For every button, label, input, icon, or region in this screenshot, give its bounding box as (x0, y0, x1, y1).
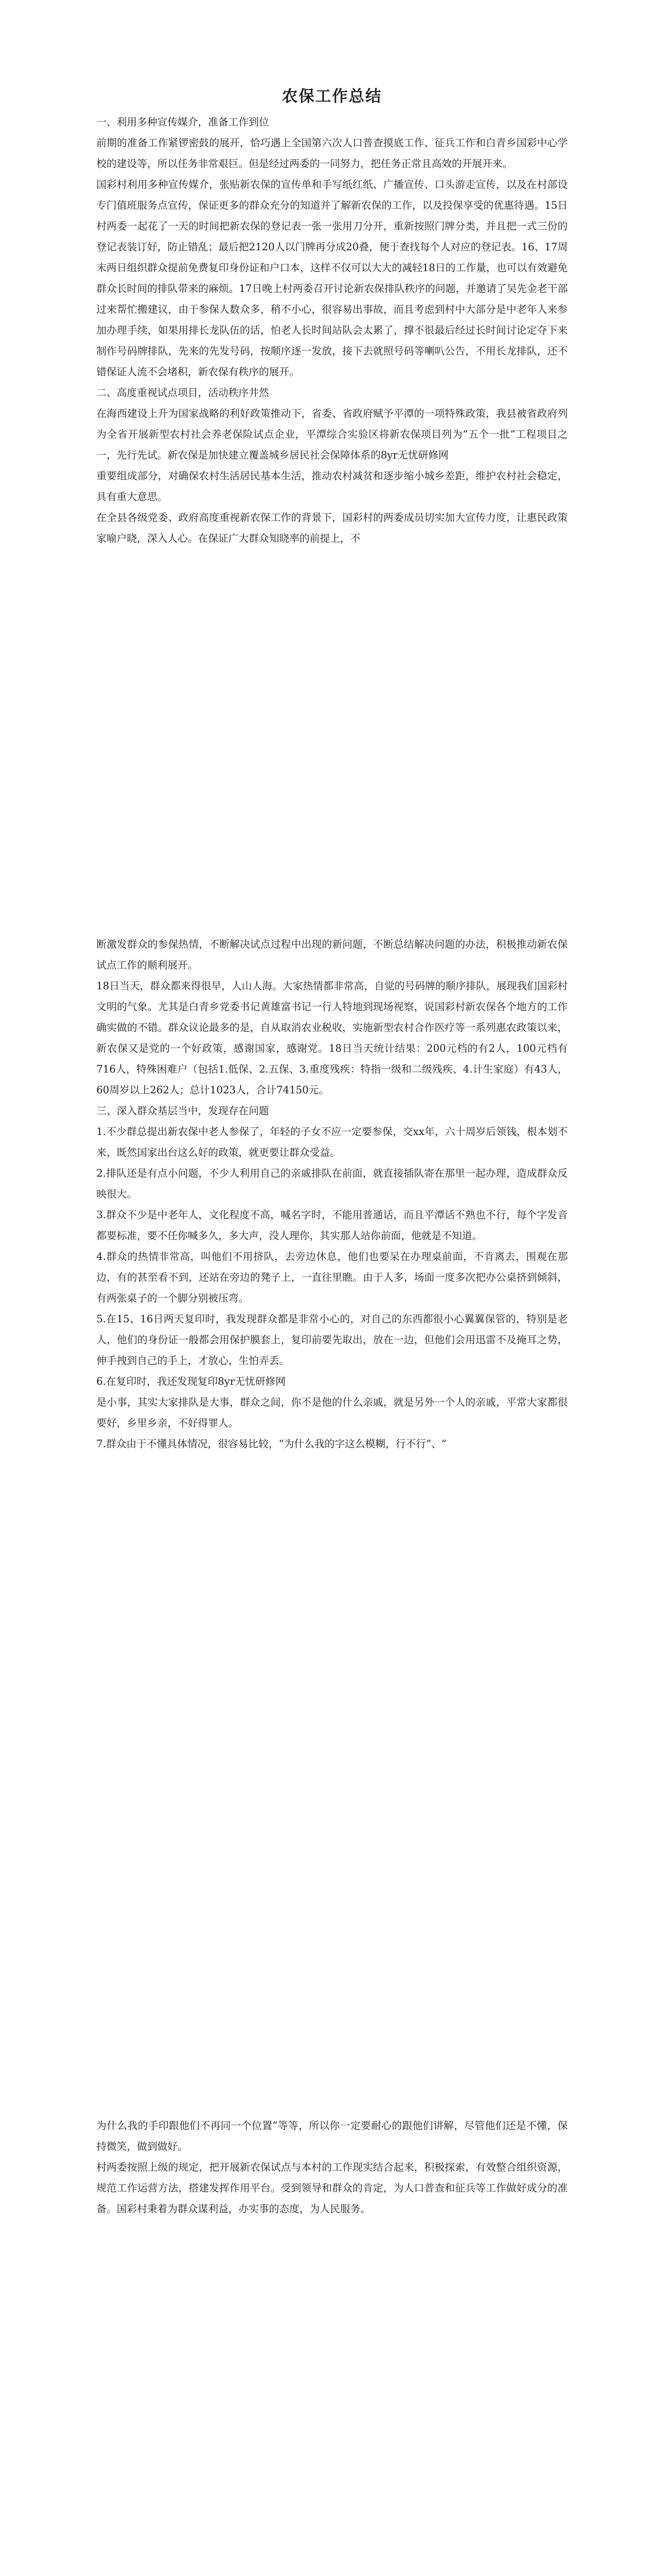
paragraph: 国彩村利用多种宣传媒介，张贴新农保的宣传单和手写纸红纸、广播宣传、口头游走宣传，以及在村部设专门值班服务点宣传，保证更多的群众充分的知道并了解新农保的工作，以及投保享受的优惠待遇。15日村两委一起花了一天的时间把新农保的登记表一张一张用刀分开，重新按照门牌分类，并且把一式三份的登记表装订好，防止错乱；最后把2120人以门牌再分成20叠，便于查找每个人对应的登记表。16、17周末两日组织群众提前免费复印身份证和户口本，这样不仅可以大大的减轻18日的工作量，也可以有效避免群众长时间的排队带来的麻烦。17日晚上村两委召开讨论新农保排队秩序的问题，并邀请了吴先金老干部过来帮忙搬建议，由于参保人数众多，稍不小心，很容易出事故，而且考虑到村中大部分是中老年人来参加办理手续，如果用排长龙队伍的话，怕老人长时间站队会太累了，撑不很最后经过长时间讨论定夺下来制作号码牌排队，先来的先发号码，按顺序逐一发放，接下去就照号码等喇叭公告，不用长龙排队，还不错保证人流不会堵积，新农保有秩序的展开。 (96, 178, 568, 378)
paragraph: 是小事，其实大家排队是大事，群众之间，你不是他的什么亲戚，就是另外一个人的亲戚，平常大家都很要好，乡里乡亲，不好得罪人。 (96, 1396, 568, 1429)
paragraph: 村两委按照上级的规定，把开展新农保试点与本村的工作现实结合起来，积极探索，有效整合组织资源，规范工作运营方法，搭建发挥作用平台。受到领导和群众的肯定，为人口普查和征兵等工作做好成分的准备。国彩村秉着为群众谋利益，办实事的态度，为人民服务。 (96, 2161, 568, 2215)
list-item: 4.群众的热情非常高，叫他们不用挤队，去旁边休息，他们也要呆在办理桌前面，不肯离去，围观在那边，有的甚至看不到，还站在旁边的凳子上，一直往里瞧。由于人多，场面一度多次把办公桌挤到倾斜，有两张桌子的一个脚分别被压弯。 (96, 1251, 568, 1304)
section-heading-1: 一、利用多种宣传媒介，准备工作到位 (96, 116, 269, 128)
list-item: 5.在15、16日两天复印时，我发现群众都是非常小心的，对自己的东西都很小心翼翼保管的，特别是老人，他们的身份证一般都会用保护膜套上，复印前要先取出，放在一边，但他们会用迅雷不及掩耳之势，伸手拽到自己的手上，才放心，生怕弄丢。 (96, 1313, 568, 1367)
paragraph: 为什么我的手印跟他们不再同一个位置”等等，所以你一定要耐心的跟他们讲解，尽管他们还是不懂，保持微笑，做到做好。 (96, 2120, 568, 2152)
list-item: 7.群众由于不懂具体情况，很容易比较，“为什么我的字这么模糊，行不行”、“ (96, 1438, 447, 1450)
list-item: 2.排队还是有点小问题，不少人利用自己的亲戚排队在前面，就直接插队寄在那里一起办理，造成群众反映很大。 (96, 1167, 568, 1200)
section-heading-2: 二、高度重视试点项目，活动秩序井然 (96, 387, 269, 399)
paragraph: 在海西建设上升为国家战略的利好政策推动下，省委、省政府赋予平潭的一项特殊政策，我县被省政府列为全省开展新型农村社会养老保险试点企业，平潭综合实验区将新农保项目列为“五个一批”工程项目之一，先行先试。新农保是加快建立覆盖城乡居民社会保障体系的8yr无忧研修网 (96, 407, 568, 461)
paragraph: 断激发群众的参保热情，不断解决试点过程中出现的新问题，不断总结解决问题的办法，积极推动新农保试点工作的顺利展开。 (96, 938, 568, 971)
document-title: 农保工作总结 (282, 87, 382, 106)
section-heading-3: 三、深入群众基层当中，发现存在问题 (96, 1105, 269, 1117)
paragraph: 在全县各级党委、政府高度重视新农保工作的背景下，国彩村的两委成员切实加大宣传力度，让惠民政策家喻户晓，深入人心。在保证广大群众知晓率的前提上，不 (96, 512, 568, 544)
list-item: 3.群众不少是中老年人，文化程度不高，喊名字时，不能用普通话，而且平潭话不熟也不行，每个字发音都要标准，要不任你喊多久，多大声，没人理你，其实那人站你前面，他就是不知道。 (96, 1209, 568, 1242)
paragraph: 18日当天，群众都来得很早，人山人海。大家热情都非常高，自觉的号码牌的顺序排队，展现我们国彩村文明的气象。尤其是白青乡党委书记黄雄富书记一行人特地到现场视察，说国彩村新农保各个地方的工作确实做的不错。群众议论最多的是，自从取消农业税收，实施新型农村合作医疗等一系列惠农政策以来，新农保又是党的一个好政策，感谢国家，感谢党。18日当天统计结果：200元档的有2人，100元档有716人，特殊困难户（包括1.低保、2.五保、3.重度残疾：特指一级和二级残疾、4.计生家庭）有43人，60周岁以上262人；总计1023人，合计74150元。 (96, 980, 568, 1096)
paragraph: 前期的准备工作紧锣密鼓的展开，恰巧遇上全国第六次人口普查摸底工作、征兵工作和白青乡国彩中心学校的建设等，所以任务非常艰巨。但是经过两委的一同努力，把任务正常且高效的开展开来。 (96, 137, 568, 170)
list-item: 6.在复印时，我还发现复印8yr无忧研修网 (96, 1375, 286, 1387)
content-block-2 (96, 934, 568, 1455)
content-block-3 (96, 2115, 568, 2220)
content-block-1 (96, 112, 568, 549)
list-item: 1.不少群总提出新农保中老人参保了，年轻的子女不应一定要参保，交xx年，六十周岁后领钱，根本划不来，既然国家出台这么好的政策，就更要让群众受益。 (96, 1126, 568, 1158)
paragraph: 重要组成部分，对确保农村生活居民基本生活，推动农村减贫和逐步缩小城乡差距，维护农村社会稳定，具有重大意思。 (96, 470, 568, 503)
